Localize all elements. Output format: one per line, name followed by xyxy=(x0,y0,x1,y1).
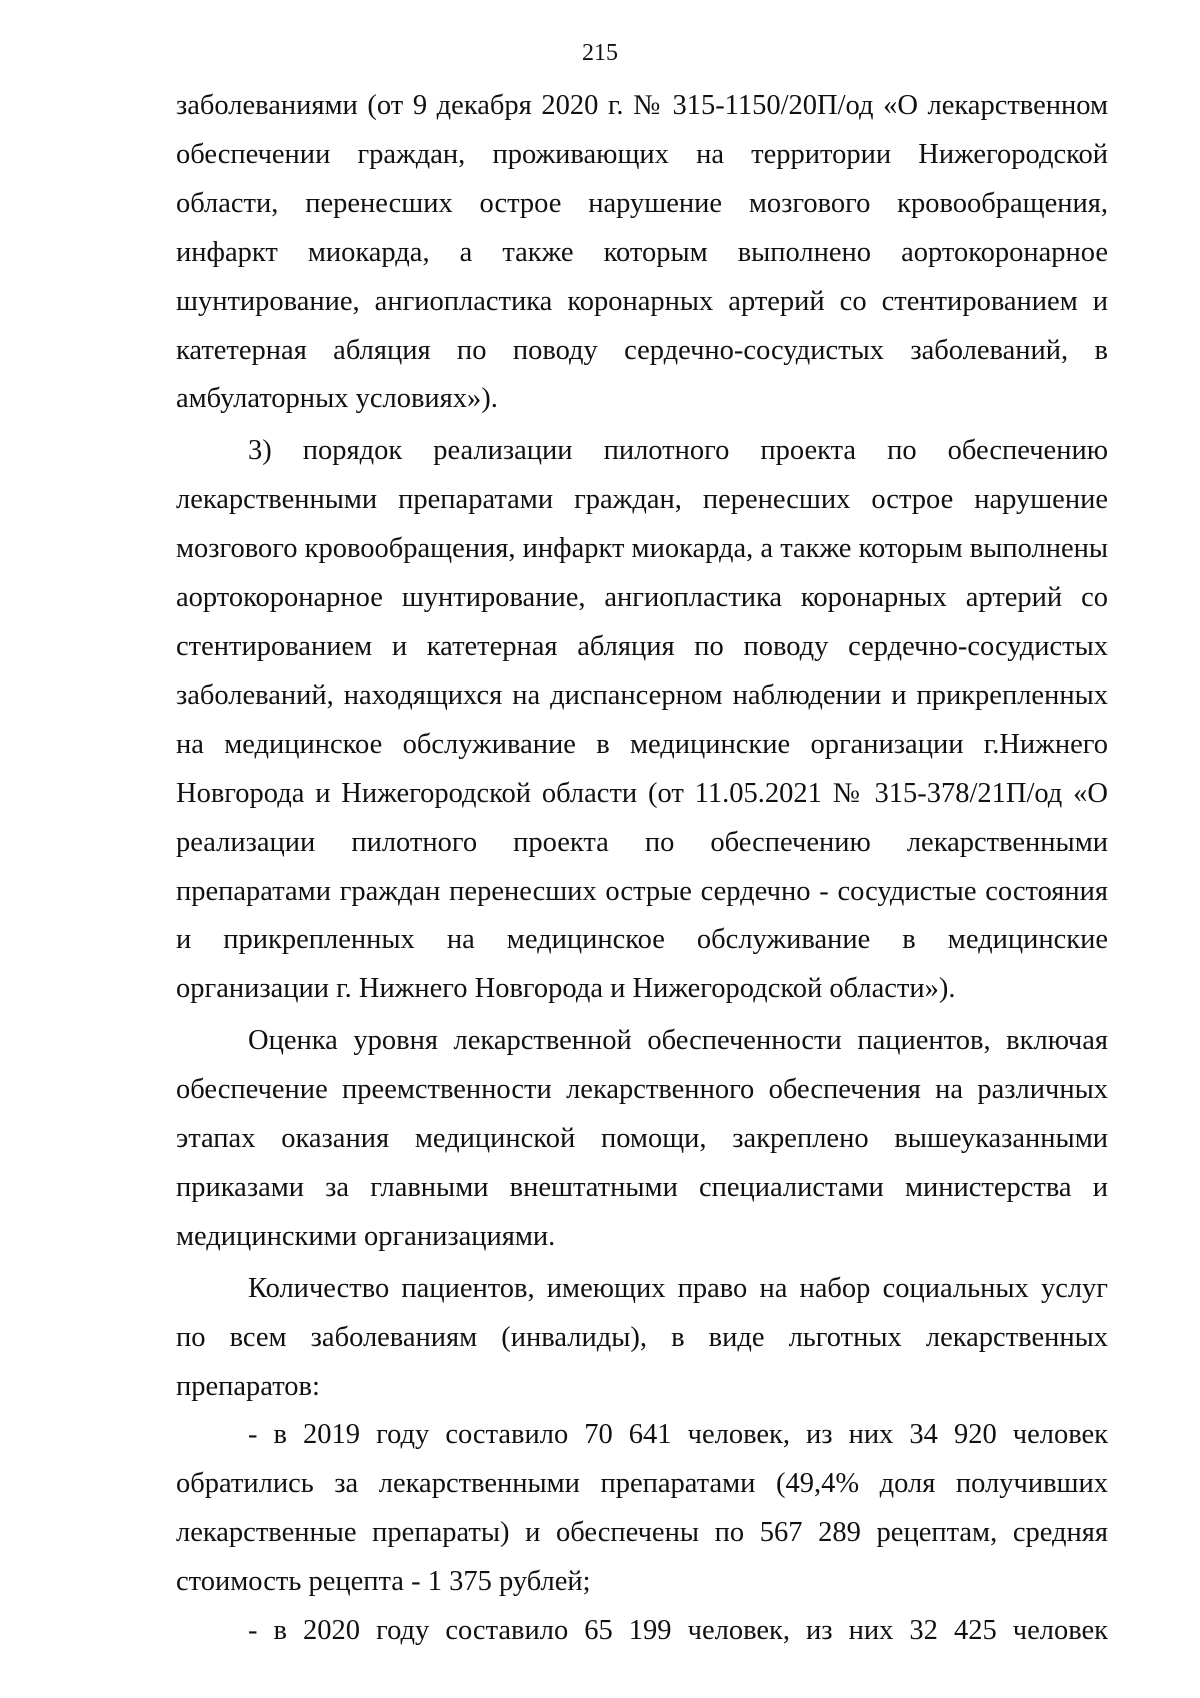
document-body xyxy=(176,82,1108,1656)
paragraph-patient-count: Количество пациентов, имеющих право на набор социальных услуг по всем заболеваниям (инвалиды), в виде льготных лекарственных препаратов: xyxy=(176,1272,1108,1402)
list-item-2019: - в 2019 году составило 70 641 человек, из них 34 920 человек обратились за лекарственными препаратами (49,4% доля получивших лекарственные препараты) и обеспечены по 567 289 рецептам, средняя стоимость рецепта - 1 375 рублей; xyxy=(176,1419,1108,1598)
paragraph-assessment: Оценка уровня лекарственной обеспеченности пациентов, включая обеспечение преемственности лекарственного обеспечения на различных этапах оказания медицинской помощи, закреплено вышеуказанными приказами за главными внештатными специалистами министерства и медицинскими организациями. xyxy=(176,1025,1108,1252)
list-item-2020: - в 2020 году составило 65 199 человек, из них 32 425 человек xyxy=(248,1615,1108,1647)
paragraph-continuation: заболеваниями (от 9 декабря 2020 г. № 315-1150/20П/од «О лекарственном обеспечении граждан, проживающих на территории Нижегородской области, перенесших острое нарушение мозгового кровообращения, инфаркт миокарда, а также которым выполнено аортокоронарное шунтирование, ангиопластика коронарных артерий со стентированием и катетерная абляция по поводу сердечно-сосудистых заболеваний, в амбулаторных условиях»). xyxy=(176,90,1108,415)
paragraph-item-3: 3) порядок реализации пилотного проекта по обеспечению лекарственными препаратами граждан, перенесших острое нарушение мозгового кровообращения, инфаркт миокарда, а также которым выполнены аортокоронарное шунтирование, ангиопластика коронарных артерий со стентированием и катетерная абляция по поводу сердечно-сосудистых заболеваний, находящихся на диспансерном наблюдении и прикрепленных на медицинское обслуживание в медицинские организации г.Нижнего Новгорода и Нижегородской области (от 11.05.2021 № 315-378/21П/од «О реализации пилотного проекта по обеспечению лекарственными препаратами граждан перенесших острые сердечно - сосудистые состояния и прикрепленных на медицинское обслуживание в медицинские организации г. Нижнего Новгорода и Нижегородской области»). xyxy=(176,435,1108,1005)
page-number: 215 xyxy=(582,40,618,66)
